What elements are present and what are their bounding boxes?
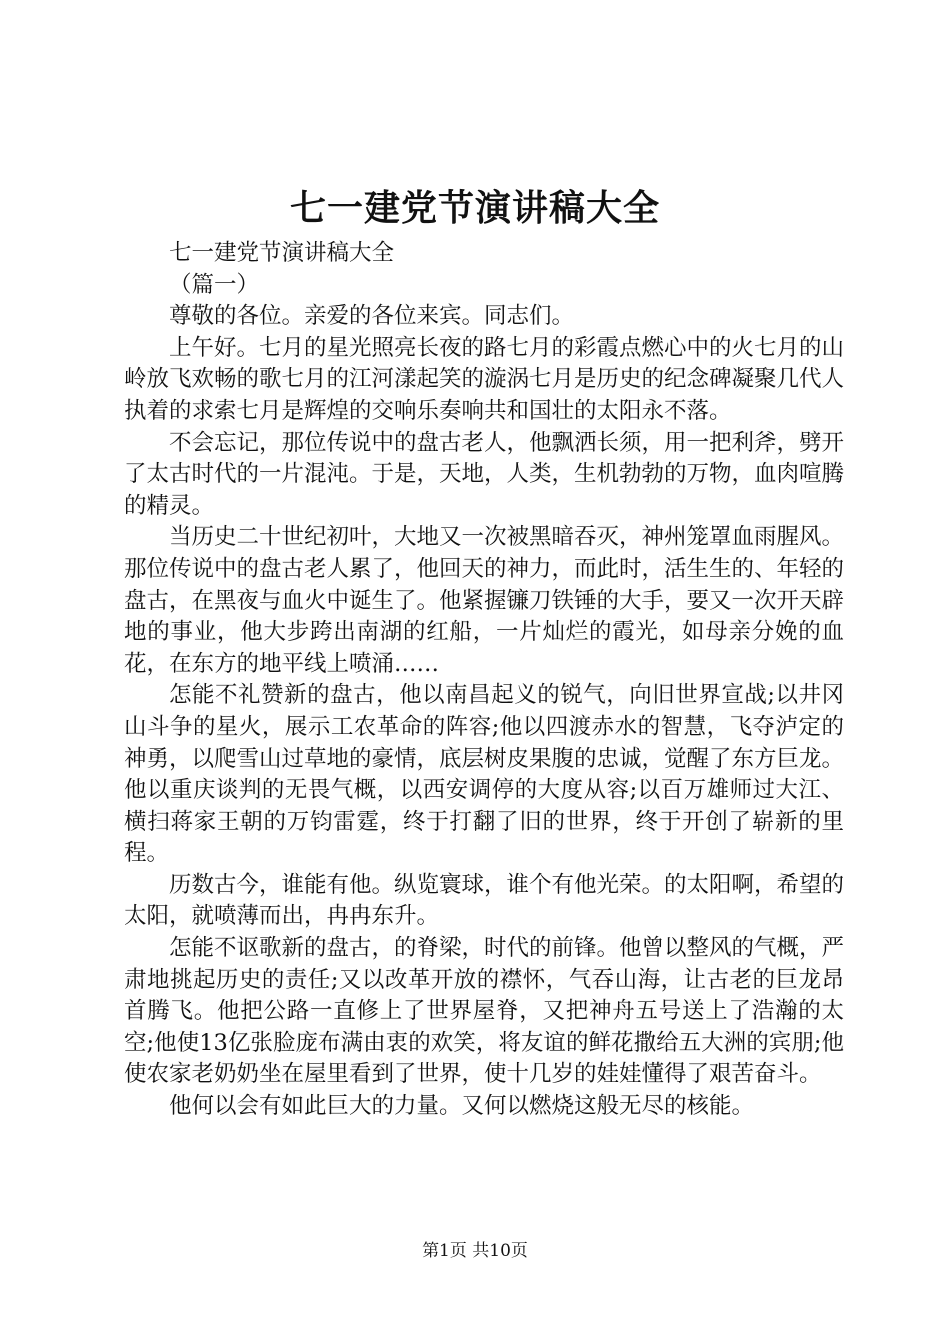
paragraph: 历数古今，谁能有他。纵览寰球，谁个有他光荣。的太阳啊，希望的太阳，就喷薄而出，冉冉东升。 [124,871,845,930]
document-title: 七一建党节演讲稿大全 [289,187,660,229]
document-body [124,238,844,1123]
paragraph: 上午好。七月的星光照亮长夜的路七月的彩霞点燃心中的火七月的山岭放飞欢畅的歌七月的江河漾起笑的漩涡七月是历史的纪念碑凝聚几代人执着的求索七月是辉煌的交响乐奏响共和国壮的太阳永不落。 [124,334,845,424]
paragraph: 怎能不讴歌新的盘古，的脊梁，时代的前锋。他曾以整风的气概，严肃地挑起历史的责任;又以改革开放的襟怀，气吞山海，让古老的巨龙昂首腾飞。他把公路一直修上了世界屋脊，又把神舟五号送上了浩瀚的太空;他使13亿张脸庞布满由衷的欢笑，将友谊的鲜花撒给五大洲的宾朋;他使农家老奶奶坐在屋里看到了世界，使十几岁的娃娃懂得了艰苦奋斗。 [124,935,845,1088]
paragraph-section-label: （篇一） [169,271,260,298]
paragraph: 他何以会有如此巨大的力量。又何以燃烧这般无尽的核能。 [169,1093,755,1120]
paragraph: 不会忘记，那位传说中的盘古老人，他飘洒长须，用一把利斧，劈开了太古时代的一片混沌。于是，天地，人类，生机勃勃的万物，血肉喧腾的精灵。 [124,429,845,519]
paragraph-salutation: 尊敬的各位。亲爱的各位来宾。同志们。 [169,303,575,330]
page-number-footer: 第1页 共10页 [422,1241,528,1261]
paragraph-subtitle: 七一建党节演讲稿大全 [169,240,395,266]
paragraph: 怎能不礼赞新的盘古，他以南昌起义的锐气，向旧世界宣战;以井冈山斗争的星火，展示工农革命的阵容;他以四渡赤水的智慧，飞夺泸定的神勇，以爬雪山过草地的豪情，底层树皮果腹的忠诚，觉醒了东方巨龙。他以重庆谈判的无畏气概，以西安调停的大度从容;以百万雄师过大江、横扫蒋家王朝的万钧雷霆，终于打翻了旧的世界，终于开创了崭新的里程。 [124,682,845,867]
paragraph: 当历史二十世纪初叶，大地又一次被黑暗吞灭，神州笼罩血雨腥风。那位传说中的盘古老人累了，他回天的神力，而此时，活生生的、年轻的盘古，在黑夜与血火中诞生了。他紧握镰刀铁锤的大手，要又一次开天辟地的事业，他大步跨出南湖的红船，一片灿烂的霞光，如母亲分娩的血花，在东方的地平线上喷涌…… [124,524,845,677]
